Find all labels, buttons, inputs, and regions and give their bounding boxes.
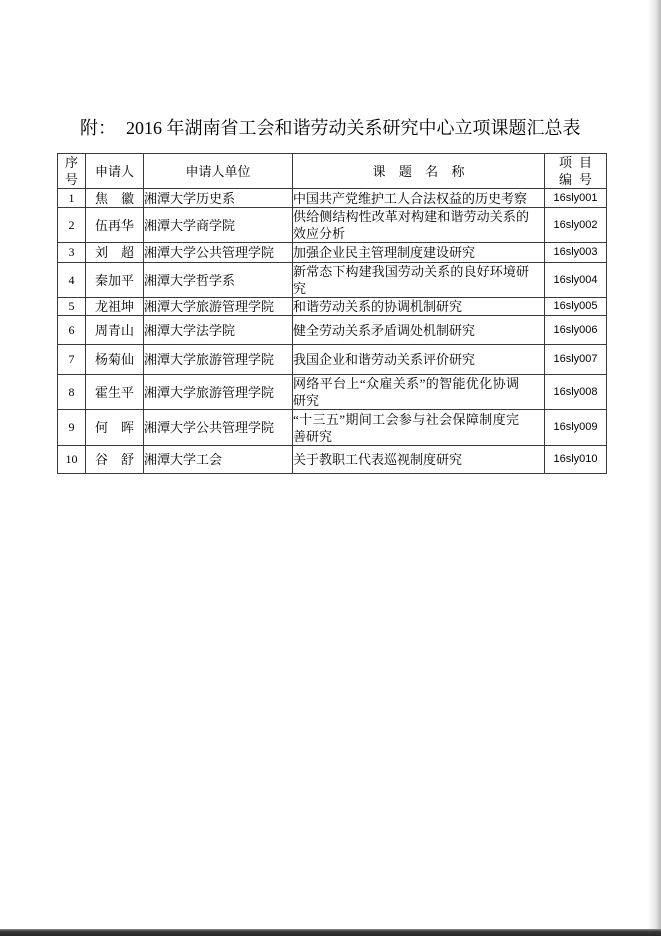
header-topic-label: 课 题 名 称	[372, 163, 465, 179]
topic-title: 供给侧结构性改革对构建和谐劳动关系的效应分析	[293, 209, 529, 241]
cell-index: 8	[58, 375, 86, 410]
applicant-name: 刘 超	[95, 245, 134, 260]
cell-index: 4	[58, 263, 86, 298]
applicant-name: 伍再华	[95, 217, 135, 233]
table-row	[58, 243, 607, 263]
cell-applicant	[86, 410, 144, 446]
header-code	[545, 154, 607, 189]
cell-topic	[293, 208, 545, 243]
cell-topic	[293, 446, 545, 474]
cell-index: 10	[58, 446, 86, 474]
cell-index: 1	[58, 189, 86, 208]
header-applicant: 申请人	[86, 154, 144, 189]
cell-applicant	[86, 208, 144, 243]
cell-topic	[293, 298, 545, 316]
header-code-line-1	[545, 154, 606, 171]
title-prefix: 附：	[80, 118, 116, 138]
topic-title: 和谐劳动关系的协调机制研究	[293, 299, 463, 314]
table-row	[58, 189, 607, 208]
cell-unit: 湘潭大学旅游管理学院	[144, 375, 293, 410]
cell-topic	[293, 263, 545, 298]
cell-project-code: 16sly004	[545, 263, 607, 298]
cell-applicant	[86, 345, 144, 375]
cell-topic	[293, 189, 545, 208]
topic-title: 网络平台上“众雇关系”的智能优化协调研究	[293, 376, 519, 408]
cell-index: 2	[58, 208, 86, 243]
cell-applicant	[86, 375, 144, 410]
cell-unit: 湘潭大学公共管理学院	[144, 410, 293, 446]
cell-project-code: 16sly005	[545, 298, 607, 316]
cell-project-code: 16sly001	[545, 189, 607, 208]
cell-index: 9	[58, 410, 86, 446]
cell-applicant	[86, 263, 144, 298]
cell-project-code: 16sly010	[545, 446, 607, 474]
page-edge-shadow-right	[648, 0, 661, 936]
header-code-line-2	[545, 171, 606, 188]
project-summary-table	[57, 153, 607, 474]
title-text: 2016 年湖南省工会和谐劳动关系研究中心立项课题汇总表	[126, 118, 581, 138]
applicant-name: 杨菊仙	[95, 352, 135, 367]
page-edge-shadow-bottom	[0, 929, 661, 936]
header-unit: 申请人单位	[144, 154, 293, 189]
table-row	[58, 298, 607, 316]
table-header-row	[58, 154, 607, 189]
cell-project-code: 16sly007	[545, 345, 607, 375]
table-row	[58, 263, 607, 298]
cell-unit: 湘潭大学法学院	[144, 316, 293, 345]
table-row	[58, 375, 607, 410]
applicant-name: 霍生平	[95, 384, 135, 400]
cell-project-code: 16sly003	[545, 243, 607, 263]
cell-applicant	[86, 243, 144, 263]
cell-applicant	[86, 298, 144, 316]
table-row	[58, 446, 607, 474]
topic-title: 加强企业民主管理制度建设研究	[293, 245, 476, 260]
topic-title: “十三五”期间工会参与社会保障制度完善研究	[293, 411, 519, 444]
applicant-name: 周青山	[95, 322, 135, 338]
cell-index: 5	[58, 298, 86, 316]
topic-title: 中国共产党维护工人合法权益的历史考察	[293, 190, 528, 206]
table-row	[58, 208, 607, 243]
topic-title: 我国企业和谐劳动关系评价研究	[293, 352, 476, 367]
cell-unit: 湘潭大学公共管理学院	[144, 243, 293, 263]
cell-project-code: 16sly006	[545, 316, 607, 345]
table-row	[58, 316, 607, 345]
cell-index: 6	[58, 316, 86, 345]
cell-applicant	[86, 189, 144, 208]
cell-topic	[293, 316, 545, 345]
cell-index: 7	[58, 345, 86, 375]
applicant-name: 何 晖	[95, 420, 134, 435]
cell-topic	[293, 345, 545, 375]
header-index-line-2: 号	[64, 172, 78, 187]
table-row	[58, 410, 607, 446]
cell-unit: 湘潭大学旅游管理学院	[144, 345, 293, 375]
topic-title: 关于教职工代表巡视制度研究	[293, 452, 463, 467]
header-code-line-2-text: 编 号	[559, 172, 592, 187]
header-code-line-1-text: 项 目	[559, 155, 592, 170]
header-topic	[293, 154, 545, 189]
applicant-name: 焦 徽	[95, 190, 134, 206]
cell-project-code: 16sly008	[545, 375, 607, 410]
header-index-line-1: 序	[64, 155, 78, 170]
topic-title: 新常态下构建我国劳动关系的良好环境研究	[293, 264, 529, 296]
applicant-name: 谷 舒	[95, 452, 134, 467]
cell-unit: 湘潭大学工会	[144, 446, 293, 474]
table-row	[58, 345, 607, 375]
cell-applicant	[86, 446, 144, 474]
cell-topic	[293, 410, 545, 446]
cell-index: 3	[58, 243, 86, 263]
topic-title: 健全劳动关系矛盾调处机制研究	[293, 322, 476, 338]
header-index	[58, 154, 86, 189]
cell-applicant	[86, 316, 144, 345]
cell-unit: 湘潭大学历史系	[144, 189, 293, 208]
cell-unit: 湘潭大学商学院	[144, 208, 293, 243]
applicant-name: 龙祖坤	[95, 299, 135, 314]
page-title	[80, 118, 581, 138]
cell-unit: 湘潭大学旅游管理学院	[144, 298, 293, 316]
cell-topic	[293, 243, 545, 263]
cell-topic	[293, 375, 545, 410]
cell-project-code: 16sly002	[545, 208, 607, 243]
cell-project-code: 16sly009	[545, 410, 607, 446]
cell-unit: 湘潭大学哲学系	[144, 263, 293, 298]
applicant-name: 秦加平	[95, 272, 135, 288]
